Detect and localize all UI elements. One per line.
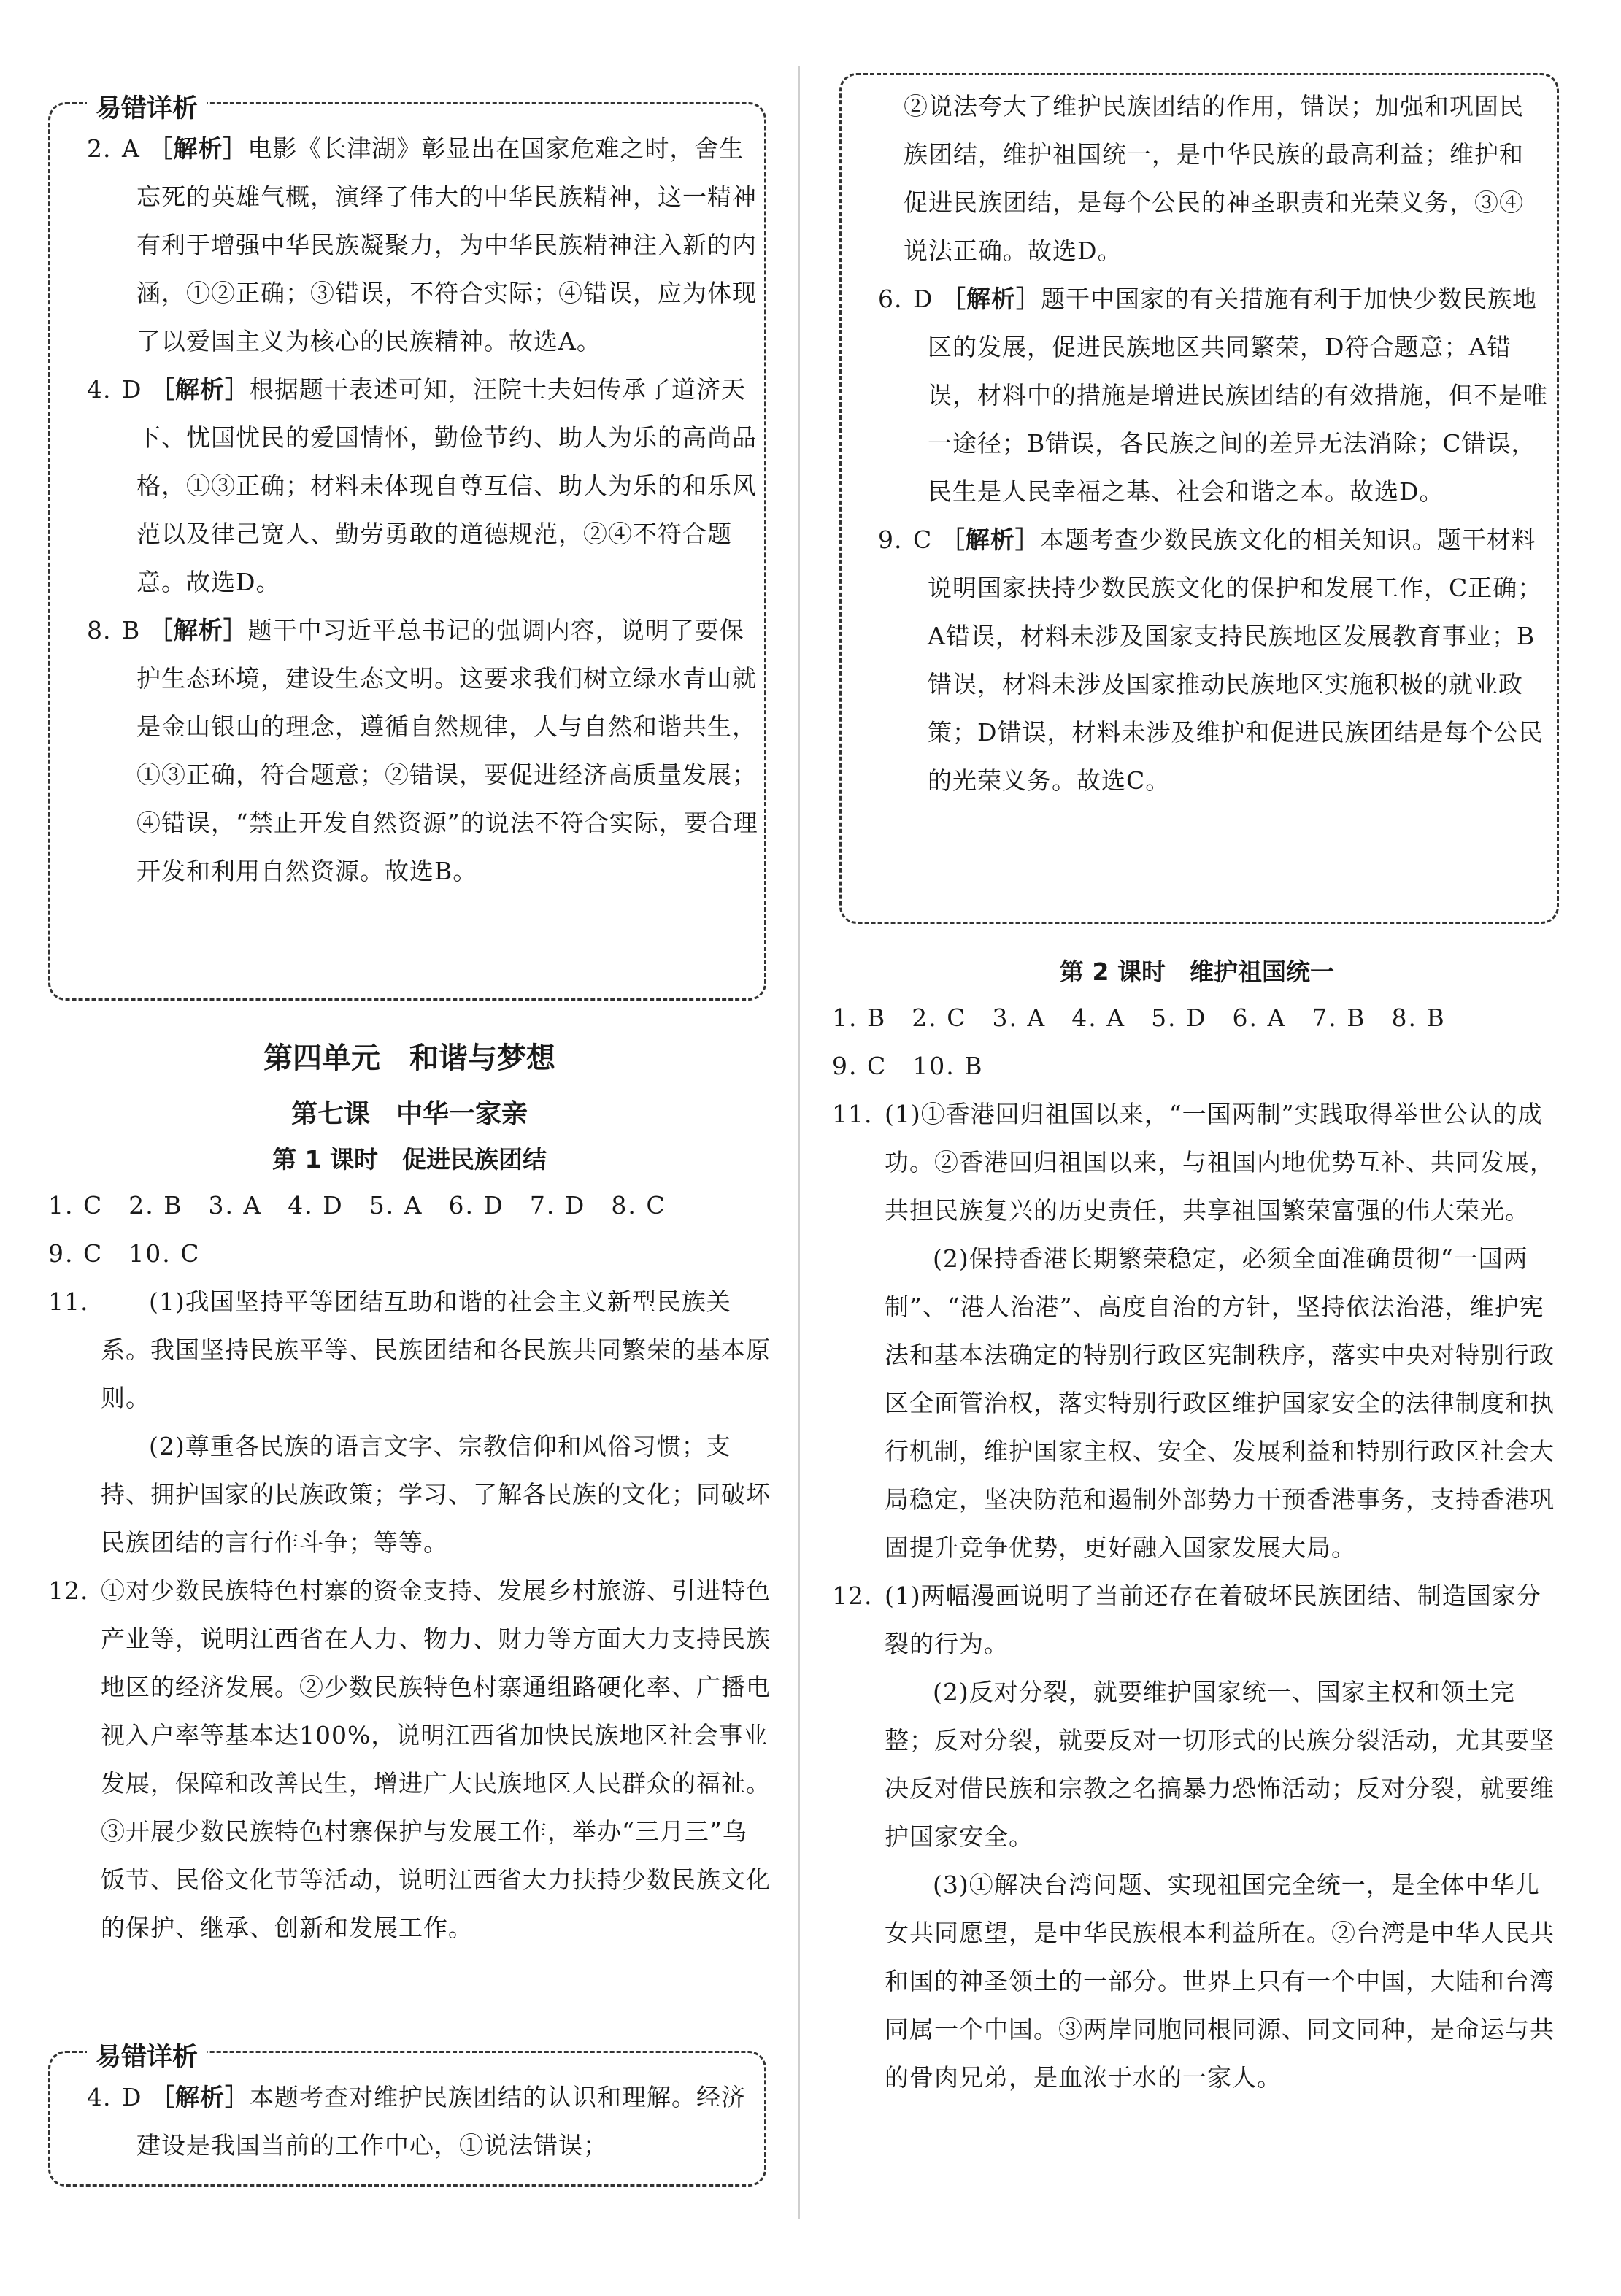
- answer-line: 1. B 2. C 3. A 4. A 5. D 6. A 7. B 8. B: [832, 1003, 1446, 1032]
- answer-line: 1. C 2. B 3. A 4. D 5. A 6. D 7. D 8. C: [48, 1191, 666, 1220]
- column-divider: [798, 66, 800, 2219]
- unit-title: 第四单元 和谐与梦想: [263, 1041, 555, 1075]
- explanation-item: 2. A ［解析］电影《长津湖》彰显出在国家危难之时，舍生忘死的英雄气概，演绎了伟大的中华民族精神，这一精神有利于增强中华民族凝聚力，为中华民族精神注入新的内涵，①②正确；③错误，不符合实际；④错误，应为体现了以爱国主义为核心的民族精神。故选A。: [87, 134, 757, 355]
- explanation-item: 4. D ［解析］根据题干表述可知，汪院士夫妇传承了道济天下、忧国忧民的爱国情怀，勤俭节约、助人为乐的高尚品格，①③正确；材料未体现自尊互信、助人为乐的和乐风范以及律己宽人、勤劳勇敢的道德规范，②④不符合题意。故选D。: [87, 375, 757, 596]
- error-analysis-box-1: [48, 94, 766, 1001]
- answer-line: 9. C 10. B: [832, 1052, 984, 1080]
- error-analysis-title: 易错详析: [87, 88, 207, 125]
- error-analysis-title: 易错详析: [87, 2037, 207, 2073]
- answer-line: 9. C 10. C: [48, 1239, 201, 1268]
- error-analysis-box-2: [48, 2043, 766, 2187]
- explanation-item: 6. D ［解析］题干中国家的有关措施有利于加快少数民族地区的发展，促进民族地区共同繁荣，D符合题意；A错误，材料中的措施是增进民族团结的有效措施，但不是唯一途径；B错误，各民族之间的差异无法消除；C错误，民生是人民幸福之基、社会和谐之本。故选D。: [878, 285, 1548, 506]
- period-title: 第 1 课时 促进民族团结: [272, 1145, 547, 1174]
- question-11: 11. (1)①香港回归祖国以来，“一国两制”实践取得举世公认的成功。②香港回归祖国以来，与祖国内地优势互补、共同发展，共担民族复兴的历史责任，共享祖国繁荣富强的伟大荣光。 (2)保持香港长期繁荣稳定，必须全面准确贯彻“一国两制”、“港人治港”、高度自治的方针，坚持依法治港，维护宪法和基本法确定的特别行政区宪制秩序，落实中央对特别行政区全面管治权，落实特别行政区维护国家安全的法律制度和执行机制，维护国家主权、安全、发展利益和特别行政区社会大局稳定，坚决防范和遏制外部势力干预香港事务，支持香港巩固提升竞争优势，更好融入国家发展大局。: [832, 1100, 1555, 1562]
- lesson-title: 第七课 中华一家亲: [290, 1099, 528, 1129]
- explanation-item: 4. D ［解析］本题考查对维护民族团结的认识和理解。经济建设是我国当前的工作中心，①说法错误；: [87, 2083, 746, 2160]
- question-12: 12. (1)两幅漫画说明了当前还存在着破坏民族团结、制造国家分裂的行为。 (2)反对分裂，就要维护国家统一、国家主权和领土完整；反对分裂，就要反对一切形式的民族分裂活动，尤其要坚决反对借民族和宗教之名搞暴力恐怖活动；反对分裂，就要维护国家安全。 (3)①解决台湾问题、实现祖国完全统一，是全体中华儿女共同愿望，是中华民族根本利益所在。②台湾是中华人民共和国的神圣领土的一部分。世界上只有一个中国，大陆和台湾同属一个中国。③两岸同胞同根同源、同文同种，是命运与共的骨肉兄弟，是血浓于水的一家人。: [832, 1582, 1555, 2092]
- explanation-item: 8. B ［解析］题干中习近平总书记的强调内容，说明了要保护生态环境，建设生态文明。这要求我们树立绿水青山就是金山银山的理念，遵循自然规律，人与自然和谐共生，①③正确，符合题意；②错误，要促进经济高质量发展；④错误，“禁止开发自然资源”的说法不符合实际，要合理开发和利用自然资源。故选B。: [87, 616, 758, 885]
- error-analysis-box-continued: [839, 73, 1559, 924]
- question-12: 12. ①对少数民族特色村寨的资金支持、发展乡村旅游、引进特色产业等，说明江西省在人力、物力、财力等方面大力支持民族地区的经济发展。②少数民族特色村寨通组路硬化率、广播电视入户率等基本达100%，说明江西省加快民族地区社会事业发展，保障和改善民生，增进广大民族地区人民群众的福祉。③开展少数民族特色村寨保护与发展工作，举办“三月三”乌饭节、民俗文化节等活动，说明江西省大力扶持少数民族文化的保护、继承、创新和发展工作。: [48, 1576, 771, 1942]
- question-11: 11. (1)我国坚持平等团结互助和谐的社会主义新型民族关系。我国坚持民族平等、民族团结和各民族共同繁荣的基本原则。 (2)尊重各民族的语言文字、宗教信仰和风俗习惯；支持、拥护国家的民族政策；学习、了解各民族的文化；同破坏民族团结的言行作斗争；等等。: [48, 1287, 771, 1557]
- period-title: 第 2 课时 维护祖国统一: [1060, 958, 1334, 986]
- explanation-item: 9. C ［解析］本题考查少数民族文化的相关知识。题干材料说明国家扶持少数民族文化的保护和发展工作，C正确；A错误，材料未涉及国家支持民族地区发展教育事业；B错误，材料未涉及国家推动民族地区实施积极的就业政策；D错误，材料未涉及维护和促进民族团结是每个公民的光荣义务。故选C。: [878, 525, 1544, 795]
- explanation-continued: ②说法夸大了维护民族团结的作用，错误；加强和巩固民族团结，维护祖国统一，是中华民族的最高利益；维护和促进民族团结，是每个公民的神圣职责和光荣义务，③④说法正确。故选D。: [904, 92, 1524, 265]
